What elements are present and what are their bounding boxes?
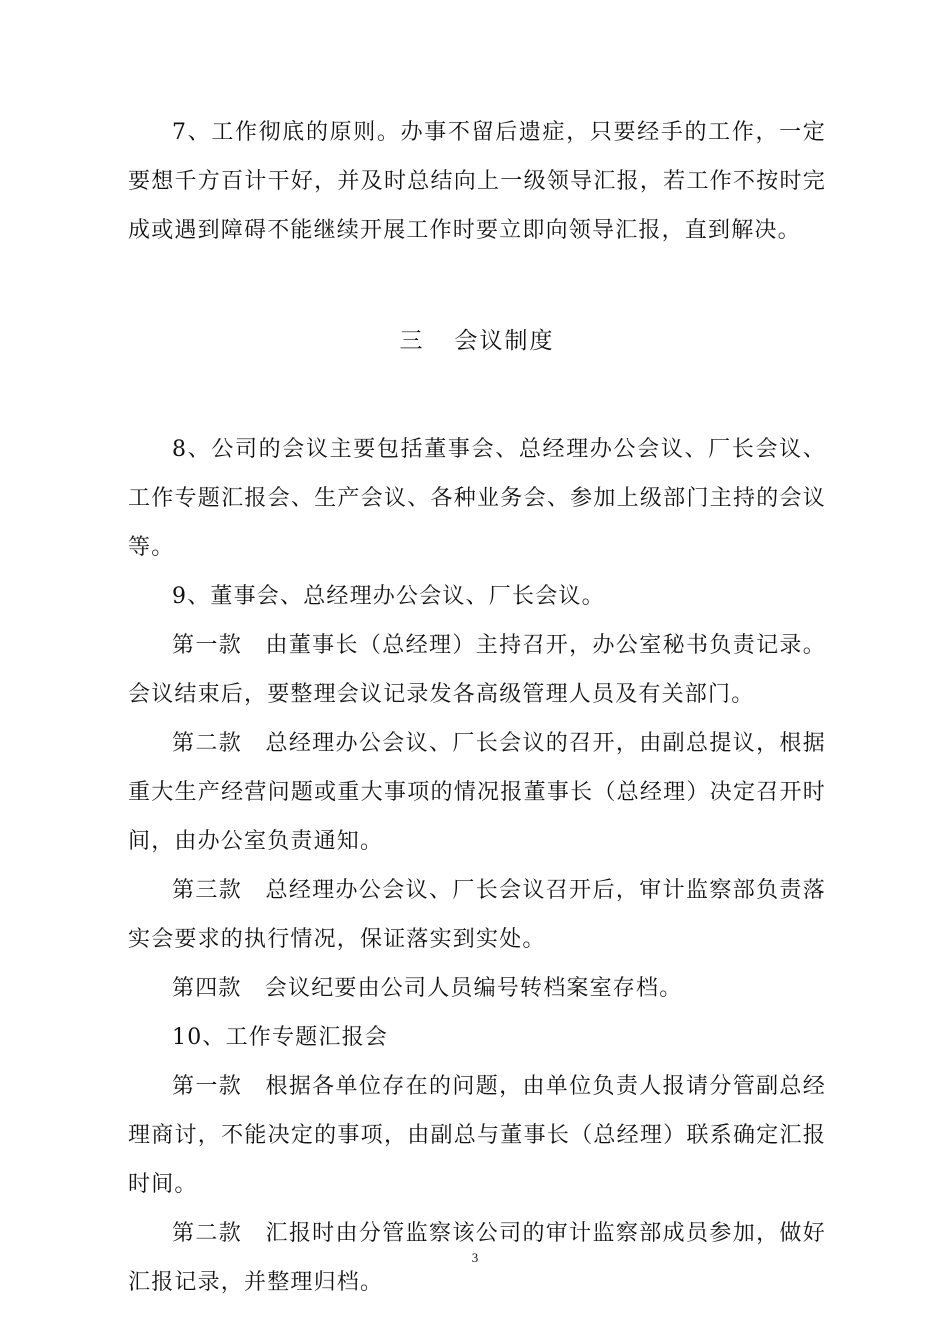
section-body [128,425,826,1307]
page-number: 3 [471,1250,479,1265]
paragraph-10-clause-1: 第一款 根据各单位存在的问题，由单位负责人报请分管副总经理商讨，不能决定的事项，由副总与董事长（总经理）联系确定汇报时间。 [128,1074,826,1197]
paragraph-9-clause-4: 第四款 会议纪要由公司人员编号转档案室存档。 [172,976,683,1001]
section-heading [128,325,826,357]
paragraph-9: 9、董事会、总经理办公会议、厂长会议。 [172,584,605,609]
paragraph-10-clause-2: 第二款 汇报时由分管监察该公司的审计监察部成员参加，做好汇报记录，并整理归档。 [128,1221,826,1295]
section-title-text: 会议制度 [454,328,555,354]
section-number: 三 [399,328,425,354]
paragraph-9-clause-3: 第三款 总经理办公会议、厂长会议召开后，审计监察部负责落实会要求的执行情况，保证落实到实处。 [128,878,826,952]
paragraph-9-clause-2: 第二款 总经理办公会议、厂长会议的召开，由副总提议，根据重大生产经营问题或重大事项的情况报董事长（总经理）决定召开时间，由办公室负责通知。 [128,731,826,854]
paragraph-7: 7、工作彻底的原则。办事不留后遗症，只要经手的工作，一定要想千方百计干好，并及时总结向上一级领导汇报，若工作不按时完成或遇到障碍不能继续开展工作时要立即向领导汇报，直到解决。 [128,120,826,243]
page-content [128,108,826,1307]
paragraph-10: 10、工作专题汇报会 [172,1025,388,1050]
paragraph-9-clause-1: 第一款 由董事长（总经理）主持召开，办公室秘书负责记录。会议结束后，要整理会议记录发各高级管理人员及有关部门。 [128,633,826,707]
paragraph-8: 8、公司的会议主要包括董事会、总经理办公会议、厂长会议、工作专题汇报会、生产会议、各种业务会、参加上级部门主持的会议等。 [128,437,826,560]
